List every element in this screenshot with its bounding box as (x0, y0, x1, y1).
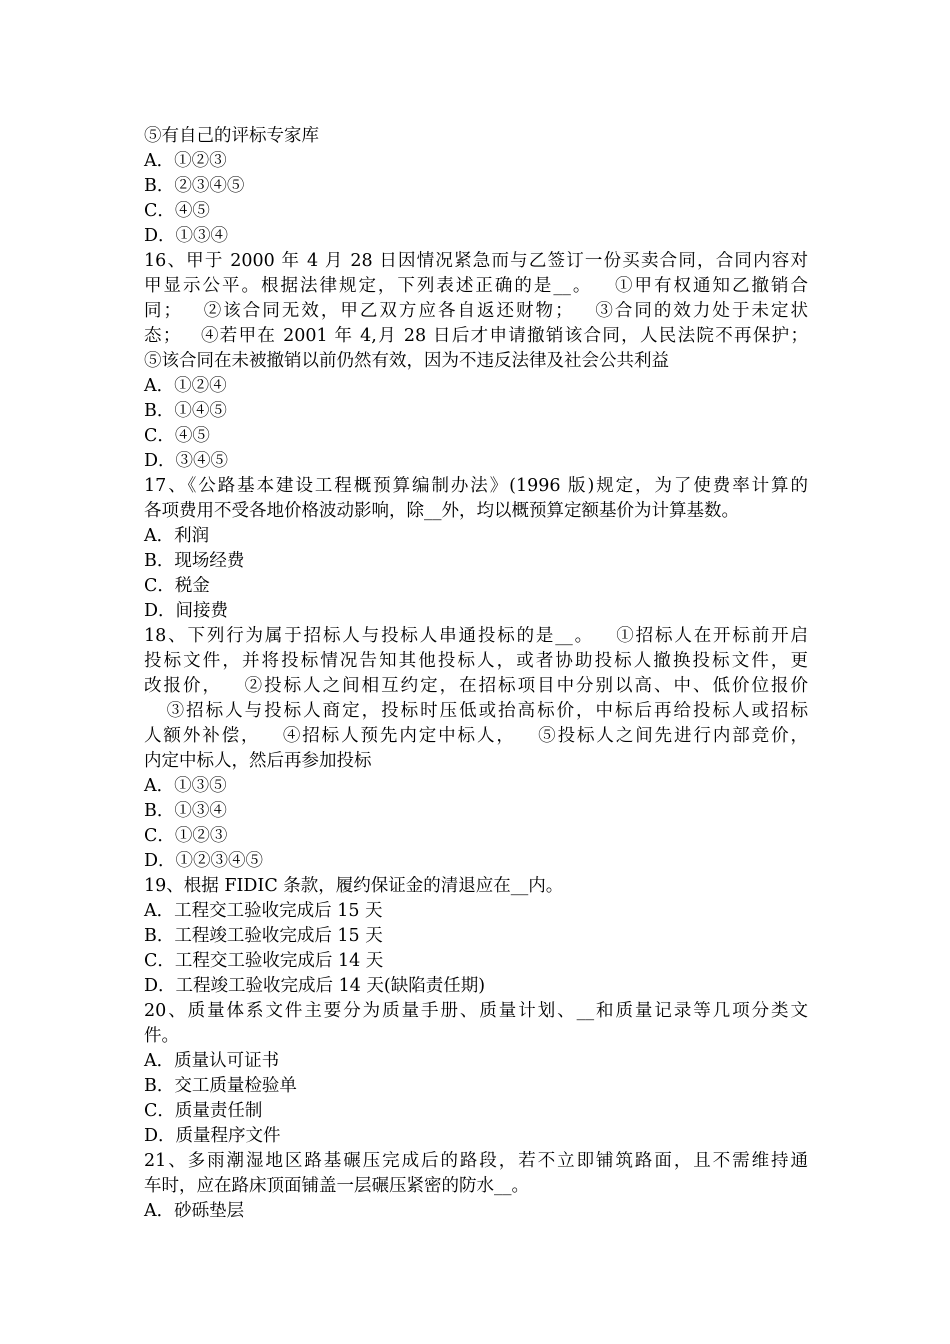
question-text-line: 18、下列行为属于招标人与投标人串通投标的是__。 ①招标人在开标前开启 (144, 626, 808, 646)
question-text-line: 人额外补偿， ④招标人预先内定中标人， ⑤投标人之间先进行内部竞价， (144, 726, 808, 746)
question-text-line: 16、甲于 2000 年 4 月 28 日因情况紧急而与乙签订一份买卖合同，合同内容对 (144, 251, 808, 271)
option-a: A．质量认可证书 (144, 1051, 280, 1071)
option-c: C．④⑤ (144, 426, 210, 446)
question-text-line: 投标文件，并将投标情况告知其他投标人，或者协助投标人撤换投标文件，更 (144, 651, 808, 671)
question-17 (144, 474, 808, 624)
option-a: A．①③⑤ (144, 776, 227, 796)
option-a: A．利润 (144, 526, 210, 546)
question-text-line: 件。 (144, 1026, 179, 1046)
question-20 (144, 999, 808, 1149)
question-text-line: 改报价， ②投标人之间相互约定，在招标项目中分别以高、中、低价位报价 (144, 676, 808, 696)
option-c: C．④⑤ (144, 201, 210, 221)
option-c: C．①②③ (144, 826, 228, 846)
document-page (144, 124, 808, 1224)
option-b: B．①④⑤ (144, 401, 227, 421)
question-text-line: 车时，应在路床顶面铺盖一层碾压紧密的防水__。 (144, 1176, 529, 1196)
question-21 (144, 1149, 808, 1224)
question-text-line: 态； ④若甲在 2001 年 4,月 28 日后才申请撤销该合同，人民法院不再保护； (144, 326, 808, 346)
option-c: C．税金 (144, 576, 210, 596)
option-c: C．工程交工验收完成后 14 天 (144, 951, 384, 971)
option-c: C．质量责任制 (144, 1101, 263, 1121)
question-text-line: 同； ②该合同无效，甲乙双方应各自返还财物； ③合同的效力处于未定状 (144, 301, 808, 321)
question-fragment-top (144, 124, 808, 249)
question-18 (144, 624, 808, 874)
option-a: A．①②③ (144, 151, 227, 171)
option-d: D．质量程序文件 (144, 1126, 281, 1146)
option-d: D．工程竣工验收完成后 14 天(缺陷责任期) (144, 976, 486, 996)
option-b: B．②③④⑤ (144, 176, 245, 196)
option-d: D．③④⑤ (144, 451, 229, 471)
option-a: A．工程交工验收完成后 15 天 (144, 901, 383, 921)
question-text-line: ③招标人与投标人商定，投标时压低或抬高标价，中标后再给投标人或招标 (144, 701, 808, 721)
question-16 (144, 249, 808, 474)
question-text-line: ⑤有自己的评标专家库 (144, 126, 319, 146)
question-text-line: 19、根据 FIDIC 条款，履约保证金的清退应在__内。 (144, 876, 564, 896)
option-b: B．现场经费 (144, 551, 245, 571)
option-a: A．砂砾垫层 (144, 1201, 245, 1221)
question-text-line: 17、《公路基本建设工程概预算编制办法》(1996 版)规定，为了使费率计算的 (144, 476, 808, 496)
question-text-line: 21、多雨潮湿地区路基碾压完成后的路段，若不立即铺筑路面，且不需维持通 (144, 1151, 808, 1171)
question-19 (144, 874, 808, 999)
option-d: D．①②③④⑤ (144, 851, 264, 871)
option-d: D．①③④ (144, 226, 229, 246)
option-d: D．间接费 (144, 601, 229, 621)
question-text-line: ⑤该合同在未被撤销以前仍然有效，因为不违反法律及社会公共利益 (144, 351, 669, 371)
option-b: B．交工质量检验单 (144, 1076, 297, 1096)
question-text-line: 内定中标人，然后再参加投标 (144, 751, 372, 771)
question-text-line: 20、质量体系文件主要分为质量手册、质量计划、__和质量记录等几项分类文 (144, 1001, 808, 1021)
option-a: A．①②④ (144, 376, 227, 396)
option-b: B．①③④ (144, 801, 227, 821)
question-text-line: 各项费用不受各地价格波动影响，除__外，均以概预算定额基价为计算基数。 (144, 501, 739, 521)
question-text-line: 甲显示公平。根据法律规定，下列表述正确的是__。 ①甲有权通知乙撤销合 (144, 276, 808, 296)
option-b: B．工程竣工验收完成后 15 天 (144, 926, 383, 946)
